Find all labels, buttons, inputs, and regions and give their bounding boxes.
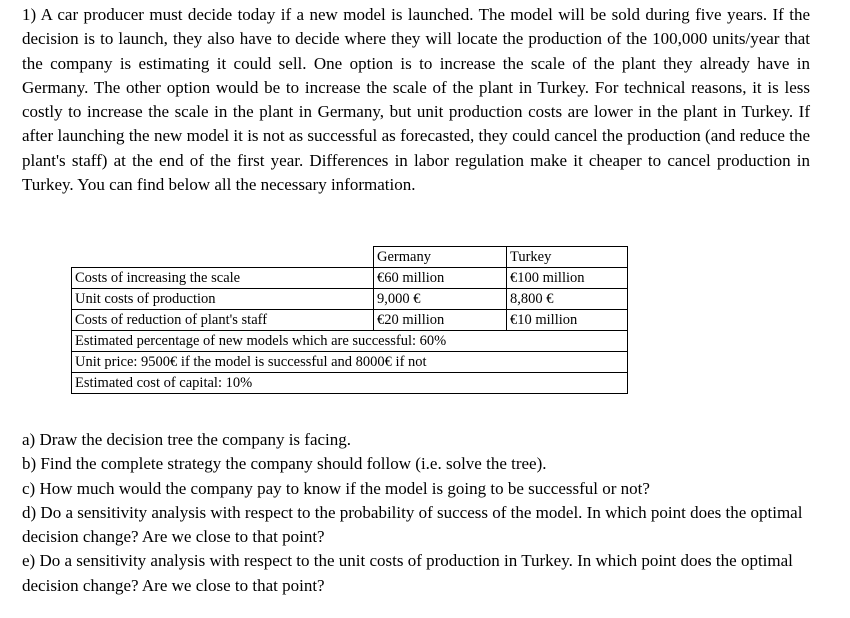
row-label: Unit costs of production	[72, 289, 374, 310]
table-note-row	[72, 373, 628, 394]
turkey-value: €100 million	[507, 268, 628, 289]
germany-value: 9,000 €	[374, 289, 507, 310]
table-row	[72, 289, 628, 310]
note-unit-price: Unit price: 9500€ if the model is successful and 8000€ if not	[72, 352, 628, 373]
question-d: d) Do a sensitivity analysis with respect to the probability of success of the model. In which point does the optimal decision change? Are we close to that point?	[22, 502, 803, 547]
header-germany: Germany	[374, 247, 507, 268]
question-b: b) Find the complete strategy the company should follow (i.e. solve the tree).	[22, 454, 547, 474]
question-e: e) Do a sensitivity analysis with respect to the unit costs of production in Turkey. In which point does the optimal decision change? Are we close to that point?	[22, 551, 793, 595]
table-note-row	[72, 331, 628, 352]
cost-table	[71, 246, 628, 394]
note-cost-of-capital: Estimated cost of capital: 10%	[72, 373, 628, 394]
header-turkey: Turkey	[507, 247, 628, 268]
row-label: Costs of reduction of plant's staff	[72, 310, 374, 331]
turkey-value: €10 million	[507, 310, 628, 331]
table-row	[72, 268, 628, 289]
turkey-value: 8,800 €	[507, 289, 628, 310]
table-row	[72, 310, 628, 331]
questions-list	[22, 428, 812, 598]
note-success-rate: Estimated percentage of new models which are successful: 60%	[72, 331, 628, 352]
question-a: a) Draw the decision tree the company is facing.	[22, 430, 352, 449]
question-c: c) How much would the company pay to know if the model is going to be successful or not?	[22, 478, 650, 498]
table-corner	[72, 247, 374, 268]
problem-statement: 1) A car producer must decide today if a new model is launched. The model will be sold during five years. If the decision is to launch, they also have to decide where they will locate the production of the 100,000 units/year that the company is estimating it could sell. One option is to increase the scale of the plant they already have in Germany. The other option would be to increase the scale of the plant in Turkey. For technical reasons, it is less costly to increase the scale in the plant in Germany, but unit production costs are lower in the plant in Turkey. If after launching the new model it is not as successful as forecasted, they could cancel the production (and reduce the plant's staff) at the end of the first year. Differences in labor regulation make it cheaper to cancel production in Turkey. You can find below all the necessary information.	[22, 5, 810, 195]
row-label: Costs of increasing the scale	[72, 268, 374, 289]
table-note-row	[72, 352, 628, 373]
germany-value: €20 million	[374, 310, 507, 331]
table-header-row	[72, 247, 628, 268]
germany-value: €60 million	[374, 268, 507, 289]
